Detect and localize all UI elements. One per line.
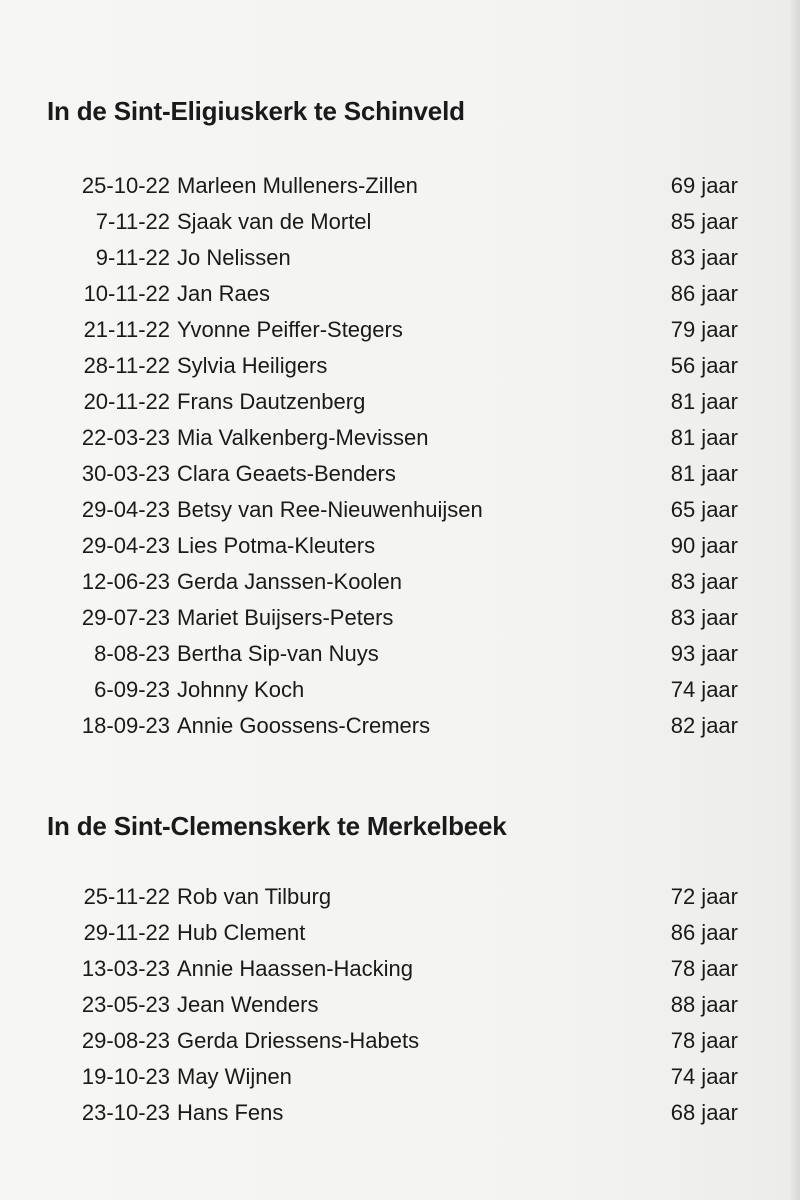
- entry-name: Sjaak van de Mortel: [177, 209, 372, 234]
- entry-name: Clara Geaets-Benders: [177, 461, 396, 486]
- entry-age: 79 jaar: [670, 317, 738, 342]
- list-item: [0, 209, 800, 245]
- entry-date: 13-03-23: [81, 956, 170, 981]
- entry-date: 22-03-23: [81, 425, 170, 450]
- entry-date: 6-09-23: [94, 677, 170, 702]
- list-item: [0, 245, 800, 281]
- entry-name: Annie Haassen-Hacking: [177, 956, 414, 981]
- entry-name: Mia Valkenberg-Mevissen: [177, 425, 429, 450]
- entry-date: 29-04-23: [81, 533, 170, 558]
- list-item: [0, 461, 800, 497]
- entry-date: 21-11-22: [83, 317, 170, 342]
- list-item: [0, 677, 800, 713]
- entry-date: 25-10-22: [81, 173, 170, 198]
- entry-name: Mariet Buijsers-Peters: [177, 605, 394, 630]
- entry-age: 81 jaar: [670, 389, 738, 414]
- list-item: [0, 920, 800, 956]
- entry-age: 83 jaar: [670, 605, 738, 630]
- entry-date: 25-11-22: [83, 884, 170, 909]
- entry-name: Hans Fens: [177, 1100, 284, 1125]
- entry-age: 88 jaar: [670, 992, 738, 1017]
- entry-age: 56 jaar: [670, 353, 738, 378]
- entry-age: 82 jaar: [670, 713, 738, 738]
- entry-name: Jan Raes: [177, 281, 270, 306]
- entry-date: 8-08-23: [94, 641, 170, 666]
- entry-name: Sylvia Heiligers: [177, 353, 328, 378]
- entry-age: 72 jaar: [670, 884, 738, 909]
- entries-list-merkelbeek: [0, 884, 800, 1136]
- list-item: [0, 533, 800, 569]
- entry-age: 78 jaar: [670, 1028, 738, 1053]
- entry-age: 83 jaar: [670, 245, 738, 270]
- entry-name: Annie Goossens-Cremers: [177, 713, 431, 738]
- entry-date: 29-11-22: [83, 920, 170, 945]
- list-item: [0, 569, 800, 605]
- entry-date: 18-09-23: [81, 713, 170, 738]
- entry-date: 29-07-23: [81, 605, 170, 630]
- list-item: [0, 992, 800, 1028]
- list-item: [0, 425, 800, 461]
- entry-date: 19-10-23: [81, 1064, 170, 1089]
- entry-name: Hub Clement: [177, 920, 306, 945]
- entry-date: 7-11-22: [95, 209, 170, 234]
- entry-date: 12-06-23: [81, 569, 170, 594]
- list-item: [0, 1028, 800, 1064]
- list-item: [0, 641, 800, 677]
- entry-date: 9-11-22: [95, 245, 170, 270]
- entry-name: Gerda Janssen-Koolen: [177, 569, 403, 594]
- entry-age: 81 jaar: [670, 461, 738, 486]
- entry-name: Frans Dautzenberg: [177, 389, 366, 414]
- entry-date: 23-10-23: [81, 1100, 170, 1125]
- entry-age: 85 jaar: [670, 209, 738, 234]
- list-item: [0, 713, 800, 749]
- entry-name: Johnny Koch: [177, 677, 305, 702]
- entry-age: 78 jaar: [670, 956, 738, 981]
- list-item: [0, 281, 800, 317]
- entry-date: 23-05-23: [81, 992, 170, 1017]
- list-item: [0, 353, 800, 389]
- entry-date: 20-11-22: [83, 389, 170, 414]
- entry-age: 69 jaar: [670, 173, 738, 198]
- entry-age: 74 jaar: [670, 1064, 738, 1089]
- entry-age: 65 jaar: [670, 497, 738, 522]
- entry-age: 93 jaar: [670, 641, 738, 666]
- entry-name: Bertha Sip-van Nuys: [177, 641, 379, 666]
- list-item: [0, 884, 800, 920]
- entry-name: Jo Nelissen: [177, 245, 291, 270]
- section-title-schinveld: In de Sint-Eligiuskerk te Schinveld: [47, 96, 465, 126]
- entry-age: 86 jaar: [670, 281, 738, 306]
- list-item: [0, 173, 800, 209]
- entry-age: 86 jaar: [670, 920, 738, 945]
- list-item: [0, 389, 800, 425]
- list-item: [0, 497, 800, 533]
- list-item: [0, 1064, 800, 1100]
- entry-name: Betsy van Ree-Nieuwenhuijsen: [177, 497, 483, 522]
- list-item: [0, 605, 800, 641]
- list-item: [0, 317, 800, 353]
- entry-age: 83 jaar: [670, 569, 738, 594]
- entry-name: May Wijnen: [177, 1064, 292, 1089]
- entry-age: 74 jaar: [670, 677, 738, 702]
- list-item: [0, 1100, 800, 1136]
- entry-age: 81 jaar: [670, 425, 738, 450]
- entry-date: 30-03-23: [81, 461, 170, 486]
- entry-name: Yvonne Peiffer-Stegers: [177, 317, 403, 342]
- entry-date: 28-11-22: [83, 353, 170, 378]
- entry-name: Marleen Mulleners-Zillen: [177, 173, 418, 198]
- entry-name: Lies Potma-Kleuters: [177, 533, 376, 558]
- section-title-merkelbeek: In de Sint-Clemenskerk te Merkelbeek: [47, 811, 507, 841]
- list-item: [0, 956, 800, 992]
- entry-date: 29-04-23: [81, 497, 170, 522]
- entry-name: Jean Wenders: [177, 992, 319, 1017]
- entry-name: Rob van Tilburg: [177, 884, 332, 909]
- entry-age: 90 jaar: [670, 533, 738, 558]
- entry-age: 68 jaar: [670, 1100, 738, 1125]
- entries-list-schinveld: [0, 173, 800, 749]
- entry-date: 10-11-22: [83, 281, 170, 306]
- entry-name: Gerda Driessens-Habets: [177, 1028, 420, 1053]
- entry-date: 29-08-23: [81, 1028, 170, 1053]
